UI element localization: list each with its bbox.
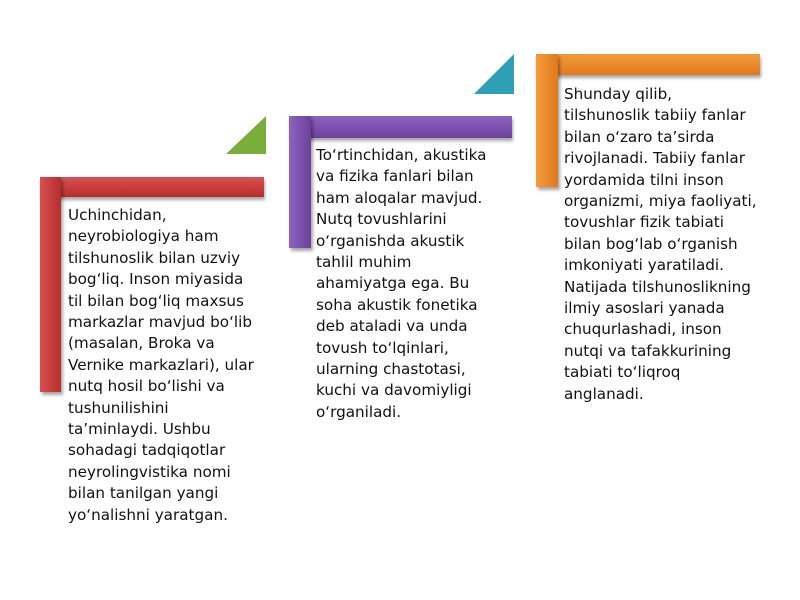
step-3-bracket-top: [536, 54, 760, 75]
step-3-bracket-side: [536, 54, 558, 187]
step-1-bracket-side: [40, 177, 61, 392]
step-2-text: To‘rtinchidan, akustika va fizika fanlari bilan ham aloqalar mavjud. Nutq tovushlarini o‘rganishda akustik tahlil muhim ahamiyatga ega. Bu soha akustik fonetika deb ataladi va unda tovush to‘lqinlari, ularning chastotasi, kuchi va davomiyligi o‘rganiladi.: [316, 146, 487, 421]
step-2-bracket-side: [289, 116, 311, 248]
step-2-arrow-triangle: [474, 54, 514, 94]
step-1-arrow-triangle: [226, 116, 266, 154]
step-1-text: Uchinchidan, neyrobiologiya ham tilshunoslik bilan uzviy bog‘liq. Inson miyasida til bilan bog‘liq maxsus markazlar mavjud bo‘lib (masalan, Broka va Vernike markazlari), ular nutq hosil bo‘lishi va tushunilishini ta’minlaydi. Ushbu sohadagi tadqiqotlar neyrolingvistika nomi bilan tanilgan yangi yo‘nalishni yaratgan.: [68, 206, 254, 524]
step-3-text: Shunday qilib, tilshunoslik tabiiy fanlar bilan o‘zaro ta’sirda rivojlanadi. Tabiiy fanlar yordamida tilni inson organizmi, miya faoliyati, tovushlar fizik tabiati bilan bog‘lab o‘rganish imkoniyati yaratiladi. Natijada tilshunoslikning ilmiy asoslari yanada chuqurlashadi, inson nutqi va tafakkurining tabiati to‘liqroq anglanadi.: [564, 85, 757, 403]
step-2-bracket-top: [289, 116, 512, 138]
step-1-bracket-top: [40, 177, 264, 197]
